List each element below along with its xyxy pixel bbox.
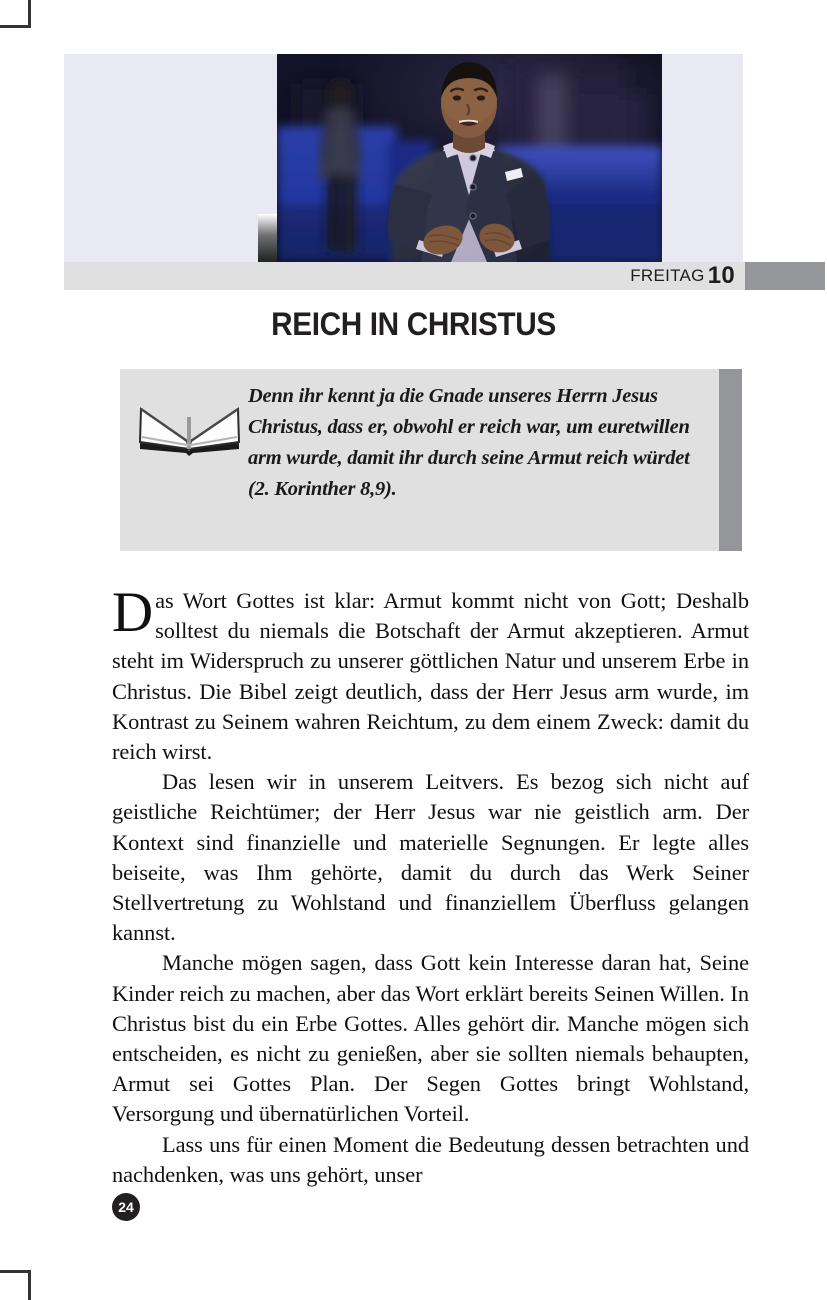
paragraph-1 [112, 581, 749, 767]
page-title: REICH IN CHRISTUS [271, 306, 556, 342]
paragraph-4: Lass uns für einen Moment die Bedeutung dessen betrachten und nachdenken, was uns gehört, unser [112, 1131, 749, 1187]
paragraph-1-text: as Wort Gottes ist klar: Armut kommt nicht von Gott; Deshalb solltest du niemals die Botschaft der Armut akzeptieren. Armut steht im Widerspruch zu unserer göttlichen Natur und unserem Erbe in Christus. Die Bibel zeigt deutlich, dass der Herr Jesus arm wurde, im Kontrast zu Seinem wahren Reichtum, zu dem einem Zweck: damit du reich wirst. [112, 588, 749, 765]
paragraph-2: Das lesen wir in unserem Leitvers. Es bezog sich nicht auf geistliche Reichtümer; der Herr Jesus war nie geistlich arm. Der Kontext sind finanzielle und materielle Segnungen. Er legte alles beiseite, was Ihm gehörte, damit du durch das Werk Seiner Stellvertretung zu Wohlstand und finanziellem Überfluss gelangen kannst. [112, 769, 749, 946]
scripture-reference: (2. Korinther 8,9). [248, 478, 397, 500]
scripture-verse [248, 381, 716, 505]
day-weekday-text: FREITAG [630, 266, 705, 285]
day-band [64, 262, 745, 290]
article-body [112, 581, 749, 1190]
scripture-line-2: Jesus Christus, dass er, obwohl er reich war, [248, 385, 658, 438]
page-number-badge: 24 [112, 1193, 140, 1221]
scripture-line-1: Denn ihr kennt ja die Gnade unseres Herrn [248, 385, 608, 407]
header-banner [64, 54, 743, 262]
day-number-text: 10 [707, 262, 735, 289]
open-book-icon [132, 387, 247, 457]
speaker-photo [277, 54, 662, 262]
scripture-accent-bar [719, 369, 742, 551]
crop-mark-bottom-left-horizontal [0, 1270, 31, 1273]
drop-cap: D [112, 581, 154, 644]
banner-shadow-strip [258, 214, 278, 262]
scripture-line-3: um euretwillen arm wurde, damit ihr durch [248, 416, 690, 469]
day-band-accent-block [745, 262, 825, 290]
day-label [630, 262, 735, 290]
crop-mark-top-left-vertical [28, 0, 31, 28]
scripture-line-4: seine Armut reich würdet [481, 447, 690, 469]
scripture-box [120, 369, 742, 551]
paragraph-3: Manche mögen sagen, dass Gott kein Interesse daran hat, Seine Kinder reich zu machen, aber das Wort erklärt bereits Seinen Willen. In Christus bist du ein Erbe Gottes. Alles gehört dir. Manche mögen sich entscheiden, es nicht zu genießen, aber sie sollten niemals behaupten, Armut sei Gottes Plan. Der Segen Gottes bringt Wohlstand, Versorgung und übernatürlichen Vorteil. [112, 950, 749, 1127]
crop-mark-top-left-horizontal [0, 25, 31, 28]
crop-mark-bottom-left-vertical [28, 1272, 31, 1300]
